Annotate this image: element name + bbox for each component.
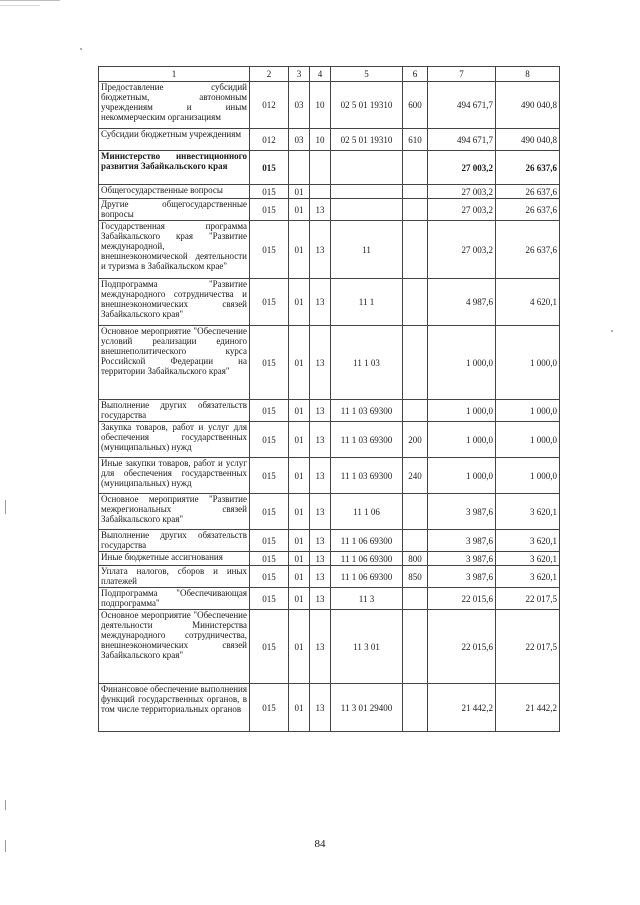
row-code-cell: 015	[250, 400, 289, 422]
row-subsection-cell: 13	[310, 221, 331, 279]
row-expense-type-cell: 800	[403, 552, 428, 566]
row-amount-2-cell: 490 040,8	[496, 82, 560, 129]
row-code-cell: 015	[250, 566, 289, 588]
row-subsection-cell: 13	[310, 422, 331, 458]
row-amount-2-cell: 26 637,6	[496, 151, 560, 185]
row-amount-1-cell: 27 003,2	[428, 199, 496, 221]
row-amount-1-cell: 21 442,2	[428, 684, 496, 732]
row-section-cell	[289, 151, 310, 185]
row-amount-1-cell: 1 000,0	[428, 458, 496, 494]
row-amount-1-cell: 3 987,6	[428, 494, 496, 530]
row-amount-1-cell: 22 015,6	[428, 610, 496, 684]
row-expense-type-cell	[403, 326, 428, 400]
row-code-cell: 015	[250, 279, 289, 326]
row-amount-2-cell: 1 000,0	[496, 458, 560, 494]
row-target-article-cell: 11 1 06 69300	[331, 566, 403, 588]
row-expense-type-cell	[403, 221, 428, 279]
row-expense-type-cell: 600	[403, 82, 428, 129]
row-section-cell: 01	[289, 185, 310, 199]
table-body	[99, 82, 560, 732]
row-amount-1-cell: 3 987,6	[428, 530, 496, 552]
row-subsection-cell: 10	[310, 129, 331, 151]
row-name-cell: Общегосударственные вопросы	[99, 185, 250, 199]
row-subsection-cell: 13	[310, 199, 331, 221]
table-row	[99, 530, 560, 552]
row-code-cell: 012	[250, 82, 289, 129]
page-number: 84	[314, 838, 326, 850]
row-subsection-cell: 13	[310, 458, 331, 494]
row-name-cell: Финансовое обеспечение выполнения функций государственных органов, в том числе территориальных органов	[99, 684, 250, 732]
row-expense-type-cell: 610	[403, 129, 428, 151]
row-name-cell: Подпрограмма "Обеспечивающая подпрограмма"	[99, 588, 250, 610]
row-name-cell: Выполнение других обязательств государства	[99, 530, 250, 552]
row-amount-2-cell: 3 620,1	[496, 566, 560, 588]
row-subsection-cell: 13	[310, 494, 331, 530]
row-amount-2-cell: 21 442,2	[496, 684, 560, 732]
table-row	[99, 588, 560, 610]
table-row	[99, 400, 560, 422]
row-subsection-cell: 13	[310, 588, 331, 610]
row-name-cell: Государственная программа Забайкальского края "Развитие международной, внешнеэкономической деятельности и туризма в Забайкальском крае"	[99, 221, 250, 279]
row-amount-1-cell: 22 015,6	[428, 588, 496, 610]
row-expense-type-cell	[403, 494, 428, 530]
row-code-cell: 015	[250, 199, 289, 221]
row-target-article-cell: 11 1 03 69300	[331, 422, 403, 458]
scan-speck	[611, 330, 613, 332]
row-section-cell: 01	[289, 552, 310, 566]
row-amount-1-cell: 1 000,0	[428, 422, 496, 458]
table-row	[99, 610, 560, 684]
row-target-article-cell: 11 3 01	[331, 610, 403, 684]
table-row	[99, 458, 560, 494]
row-name-cell: Другие общегосударственные вопросы	[99, 199, 250, 221]
row-amount-1-cell: 494 671,7	[428, 129, 496, 151]
row-target-article-cell: 11 3 01 29400	[331, 684, 403, 732]
row-expense-type-cell: 240	[403, 458, 428, 494]
row-amount-2-cell: 26 637,6	[496, 221, 560, 279]
row-amount-1-cell: 3 987,6	[428, 552, 496, 566]
table-row	[99, 422, 560, 458]
header-cell: 2	[250, 67, 289, 82]
row-amount-2-cell: 3 620,1	[496, 494, 560, 530]
row-amount-1-cell: 494 671,7	[428, 82, 496, 129]
header-cell: 6	[403, 67, 428, 82]
header-cell: 1	[99, 67, 250, 82]
row-amount-2-cell: 490 040,8	[496, 129, 560, 151]
row-name-cell: Иные бюджетные ассигнования	[99, 552, 250, 566]
margin-mark	[5, 800, 6, 810]
row-subsection-cell: 13	[310, 400, 331, 422]
row-amount-2-cell: 22 017,5	[496, 610, 560, 684]
row-section-cell: 01	[289, 566, 310, 588]
row-subsection-cell	[310, 151, 331, 185]
table-row	[99, 552, 560, 566]
row-subsection-cell: 13	[310, 552, 331, 566]
row-code-cell: 012	[250, 129, 289, 151]
header-cell: 7	[428, 67, 496, 82]
row-name-cell: Уплата налогов, сборов и иных платежей	[99, 566, 250, 588]
row-amount-1-cell: 27 003,2	[428, 185, 496, 199]
row-code-cell: 015	[250, 221, 289, 279]
row-target-article-cell: 11 1 06 69300	[331, 552, 403, 566]
row-code-cell: 015	[250, 326, 289, 400]
row-expense-type-cell	[403, 151, 428, 185]
table-header-row	[99, 67, 560, 82]
row-section-cell: 01	[289, 530, 310, 552]
row-expense-type-cell	[403, 185, 428, 199]
page-corner-mark	[0, 5, 40, 6]
row-subsection-cell: 13	[310, 326, 331, 400]
row-amount-2-cell: 3 620,1	[496, 552, 560, 566]
row-section-cell: 01	[289, 199, 310, 221]
row-target-article-cell: 11 1 06 69300	[331, 530, 403, 552]
row-expense-type-cell: 200	[403, 422, 428, 458]
row-amount-1-cell: 27 003,2	[428, 151, 496, 185]
row-code-cell: 015	[250, 610, 289, 684]
row-section-cell: 01	[289, 458, 310, 494]
row-expense-type-cell: 850	[403, 566, 428, 588]
row-amount-2-cell: 22 017,5	[496, 588, 560, 610]
row-subsection-cell	[310, 185, 331, 199]
row-name-cell: Предоставление субсидий бюджетным, автономным учреждениям и иным некоммерческим организациям	[99, 82, 250, 129]
row-section-cell: 01	[289, 279, 310, 326]
row-code-cell: 015	[250, 185, 289, 199]
row-expense-type-cell	[403, 588, 428, 610]
row-name-cell: Иные закупки товаров, работ и услуг для обеспечения государственных (муниципальных) нужд	[99, 458, 250, 494]
row-expense-type-cell	[403, 279, 428, 326]
row-subsection-cell: 10	[310, 82, 331, 129]
row-target-article-cell	[331, 185, 403, 199]
table-row	[99, 82, 560, 129]
row-code-cell: 015	[250, 684, 289, 732]
row-subsection-cell: 13	[310, 684, 331, 732]
row-amount-1-cell: 1 000,0	[428, 326, 496, 400]
row-subsection-cell: 13	[310, 530, 331, 552]
row-code-cell: 015	[250, 588, 289, 610]
row-amount-1-cell: 3 987,6	[428, 566, 496, 588]
row-amount-2-cell: 26 637,6	[496, 199, 560, 221]
row-target-article-cell	[331, 199, 403, 221]
row-amount-2-cell: 1 000,0	[496, 422, 560, 458]
row-amount-1-cell: 4 987,6	[428, 279, 496, 326]
row-target-article-cell: 11 3	[331, 588, 403, 610]
row-section-cell: 01	[289, 400, 310, 422]
row-name-cell: Выполнение других обязательств государства	[99, 400, 250, 422]
row-amount-2-cell: 1 000,0	[496, 326, 560, 400]
row-code-cell: 015	[250, 494, 289, 530]
row-target-article-cell	[331, 151, 403, 185]
row-code-cell: 015	[250, 530, 289, 552]
row-target-article-cell: 11 1 03 69300	[331, 458, 403, 494]
row-section-cell: 01	[289, 684, 310, 732]
row-code-cell: 015	[250, 151, 289, 185]
row-target-article-cell: 11 1 06	[331, 494, 403, 530]
row-code-cell: 015	[250, 422, 289, 458]
row-expense-type-cell	[403, 400, 428, 422]
row-expense-type-cell	[403, 684, 428, 732]
row-section-cell: 03	[289, 82, 310, 129]
table-row	[99, 684, 560, 732]
table-row	[99, 566, 560, 588]
row-amount-2-cell: 3 620,1	[496, 530, 560, 552]
row-name-cell: Закупка товаров, работ и услуг для обеспечения государственных (муниципальных) нужд	[99, 422, 250, 458]
row-target-article-cell: 11 1 03 69300	[331, 400, 403, 422]
row-name-cell: Основное мероприятие "Обеспечение условий реализации единого внешнеполитического курса Российской Федерации на территории Забайкальского края"	[99, 326, 250, 400]
row-amount-2-cell: 26 637,6	[496, 185, 560, 199]
header-cell: 8	[496, 67, 560, 82]
row-name-cell: Министерство инвестиционного развития Забайкальского края	[99, 151, 250, 185]
row-subsection-cell: 13	[310, 566, 331, 588]
row-expense-type-cell	[403, 530, 428, 552]
table-row	[99, 326, 560, 400]
scan-speck	[80, 48, 82, 50]
row-section-cell: 01	[289, 326, 310, 400]
row-amount-2-cell: 4 620,1	[496, 279, 560, 326]
row-section-cell: 01	[289, 221, 310, 279]
table-row	[99, 185, 560, 199]
row-code-cell: 015	[250, 552, 289, 566]
row-section-cell: 01	[289, 610, 310, 684]
table-row	[99, 221, 560, 279]
row-code-cell: 015	[250, 458, 289, 494]
row-section-cell: 03	[289, 129, 310, 151]
table-row	[99, 199, 560, 221]
row-target-article-cell: 11 1 03	[331, 326, 403, 400]
row-name-cell: Подпрограмма "Развитие международного сотрудничества и внешнеэкономических связей Забайкальского края"	[99, 279, 250, 326]
header-cell: 5	[331, 67, 403, 82]
table-row	[99, 151, 560, 185]
row-target-article-cell: 11 1	[331, 279, 403, 326]
row-target-article-cell: 02 5 01 19310	[331, 82, 403, 129]
row-subsection-cell: 13	[310, 610, 331, 684]
row-section-cell: 01	[289, 422, 310, 458]
row-amount-2-cell: 1 000,0	[496, 400, 560, 422]
header-cell: 3	[289, 67, 310, 82]
row-target-article-cell: 11	[331, 221, 403, 279]
budget-table-container	[98, 66, 559, 732]
row-name-cell: Основное мероприятие "Развитие межрегиональных связей Забайкальского края"	[99, 494, 250, 530]
table-row	[99, 129, 560, 151]
margin-mark	[5, 500, 6, 514]
row-amount-1-cell: 1 000,0	[428, 400, 496, 422]
header-cell: 4	[310, 67, 331, 82]
row-target-article-cell: 02 5 01 19310	[331, 129, 403, 151]
row-section-cell: 01	[289, 494, 310, 530]
row-expense-type-cell	[403, 199, 428, 221]
row-subsection-cell: 13	[310, 279, 331, 326]
row-name-cell: Субсидии бюджетным учреждениям	[99, 129, 250, 151]
row-name-cell: Основное мероприятие "Обеспечение деятельности Министерства международного сотрудничества, внешнеэкономических связей Забайкальского края"	[99, 610, 250, 684]
row-section-cell: 01	[289, 588, 310, 610]
row-expense-type-cell	[403, 610, 428, 684]
budget-table	[98, 66, 560, 732]
table-row	[99, 279, 560, 326]
row-amount-1-cell: 27 003,2	[428, 221, 496, 279]
table-row	[99, 494, 560, 530]
